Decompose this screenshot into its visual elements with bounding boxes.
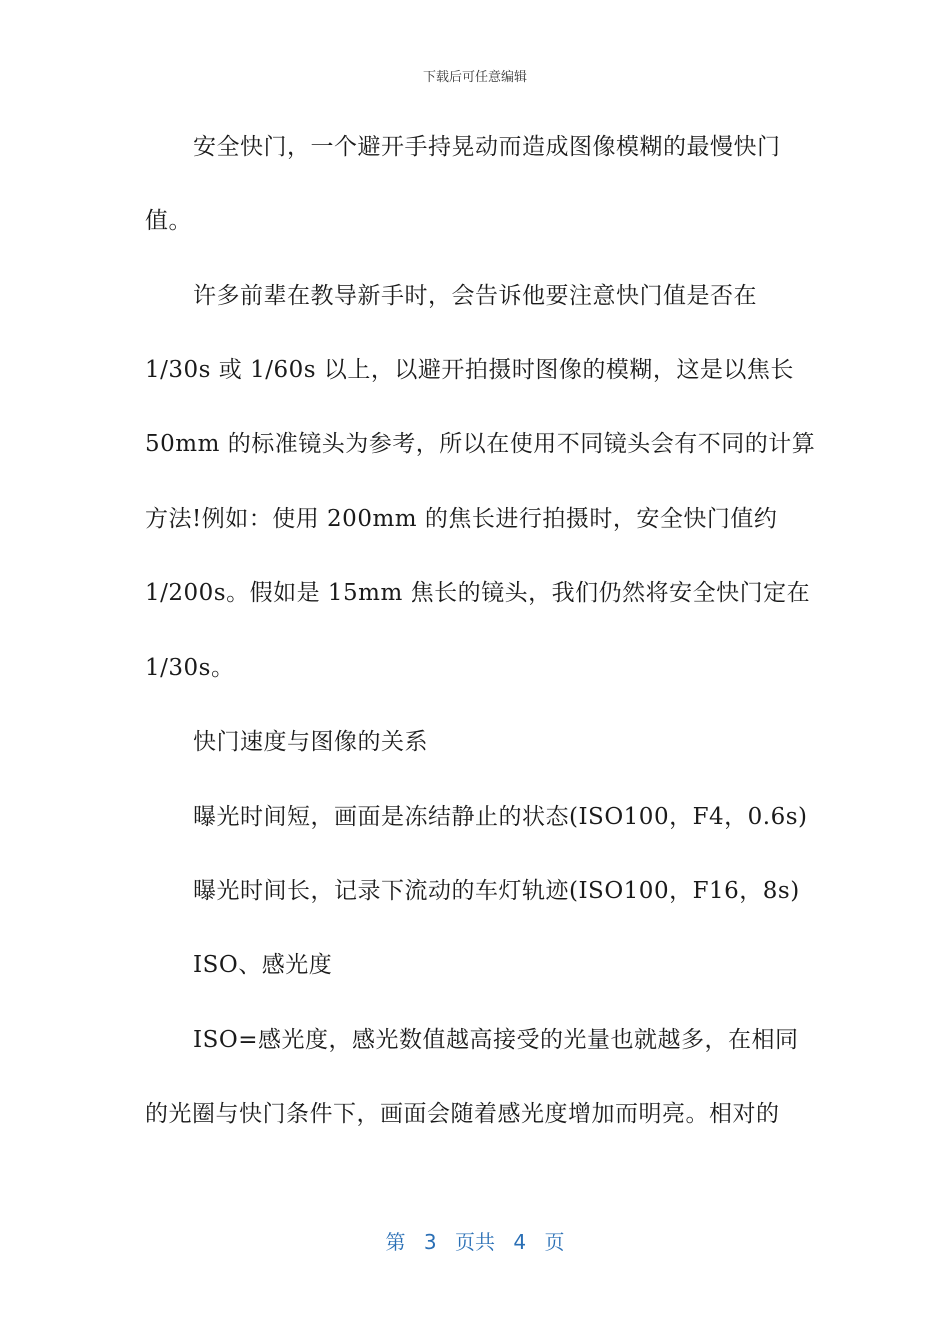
- paragraph-line: 50mm 的标准镜头为参考，所以在使用不同镜头会有不同的计算: [145, 431, 816, 457]
- section-heading: ISO、感光度: [193, 952, 333, 978]
- paragraph-line: 的光圈与快门条件下，画面会随着感光度增加而明亮。相对的: [145, 1101, 780, 1127]
- total-page-count: 4: [513, 1230, 527, 1254]
- current-page-number: 3: [423, 1230, 437, 1254]
- footer-prefix: 第: [385, 1230, 406, 1254]
- paragraph-line: 许多前辈在教导新手时，会告诉他要注意快门值是否在: [193, 283, 757, 309]
- paragraph-line: 1/30s。: [145, 655, 235, 681]
- paragraph-line: 值。: [145, 208, 192, 234]
- paragraph-line: ISO=感光度，感光数值越高接受的光量也就越多，在相同: [193, 1027, 799, 1053]
- page-number-footer: [0, 1226, 950, 1255]
- section-heading: 快门速度与图像的关系: [193, 729, 428, 755]
- paragraph-line: 1/30s 或 1/60s 以上，以避开拍摄时图像的模糊，这是以焦长: [145, 357, 794, 383]
- page-header: 下载后可任意编辑: [422, 70, 527, 85]
- paragraph-line: 安全快门，一个避开手持晃动而造成图像模糊的最慢快门: [193, 134, 781, 160]
- footer-suffix: 页: [544, 1230, 565, 1254]
- footer-middle: 页共: [455, 1230, 495, 1254]
- paragraph-line: 曝光时间短，画面是冻结静止的状态(ISO100，F4，0.6s): [193, 804, 808, 830]
- paragraph-line: 方法!例如：使用 200mm 的焦长进行拍摄时，安全快门值约: [145, 506, 778, 532]
- paragraph-line: 曝光时间长，记录下流动的车灯轨迹(ISO100，F16，8s): [193, 878, 800, 904]
- paragraph-line: 1/200s。假如是 15mm 焦长的镜头，我们仍然将安全快门定在: [145, 580, 811, 606]
